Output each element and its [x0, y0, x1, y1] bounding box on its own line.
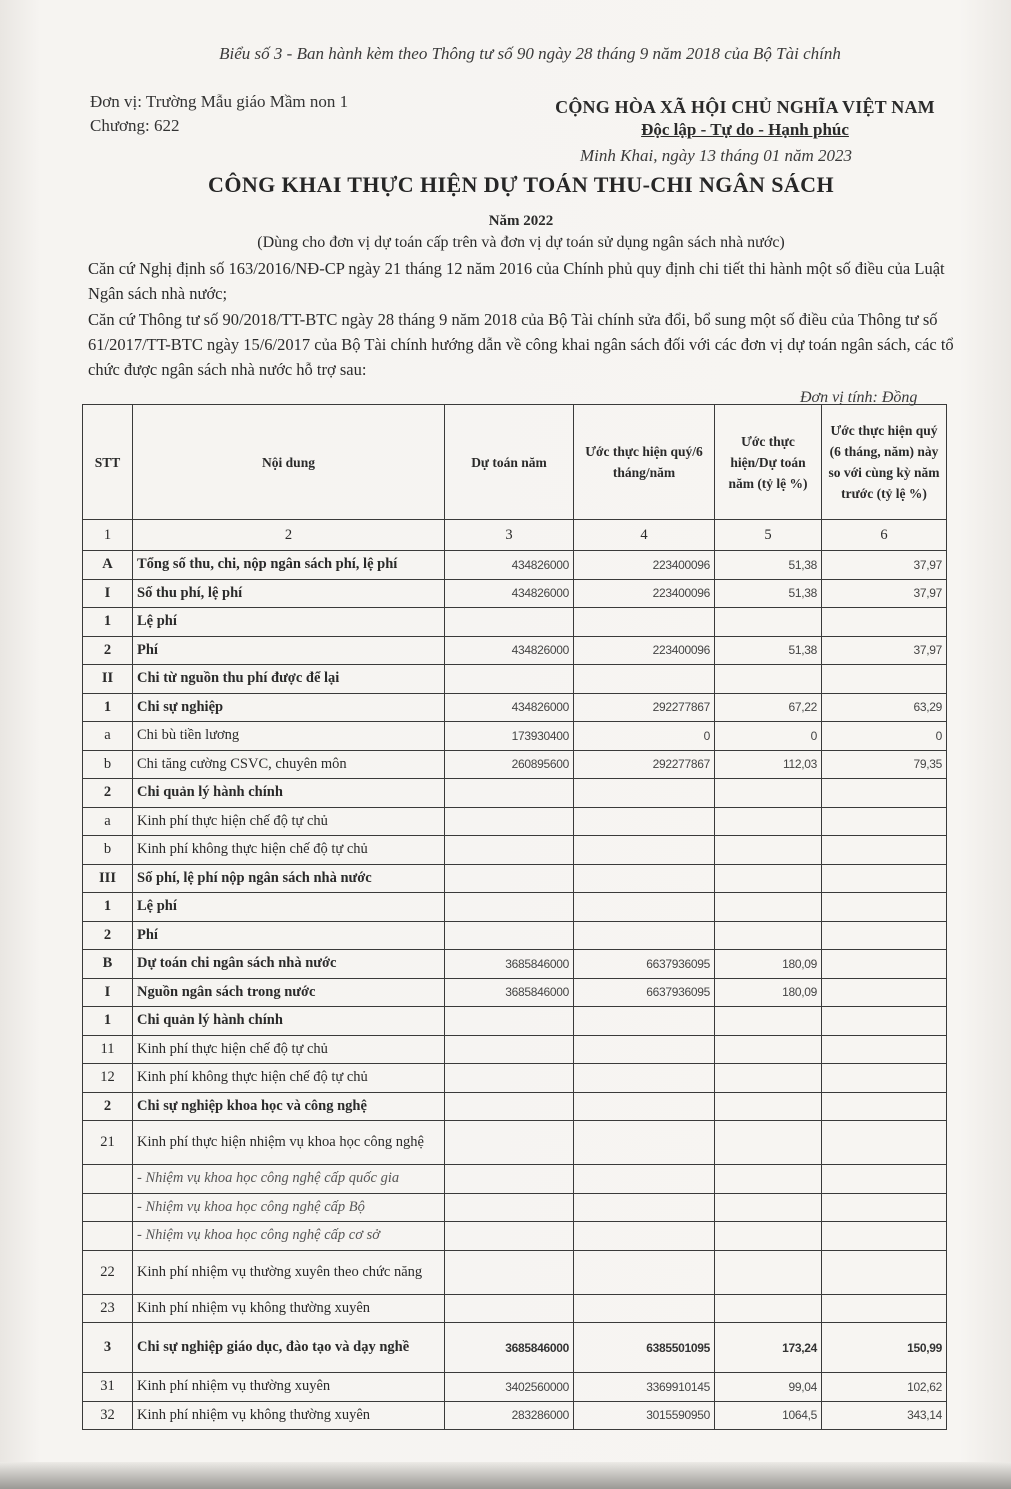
row-content: Kinh phí thực hiện chế độ tự chủ — [133, 807, 445, 836]
row-ratio-estimate: 180,09 — [715, 978, 822, 1007]
row-stt: 11 — [83, 1035, 133, 1064]
row-actual-estimate — [574, 921, 715, 950]
row-content: Chi bù tiền lương — [133, 722, 445, 751]
row-ratio-previous: 150,99 — [822, 1323, 947, 1373]
table-row — [83, 608, 947, 637]
header-actual-estimate: Ước thực hiện quý/6 tháng/năm — [574, 405, 715, 520]
row-ratio-estimate — [715, 1007, 822, 1036]
row-ratio-previous — [822, 1165, 947, 1194]
table-row — [83, 1250, 947, 1294]
table-row — [83, 1035, 947, 1064]
table-row — [83, 921, 947, 950]
table-row — [83, 1007, 947, 1036]
row-actual-estimate — [574, 1222, 715, 1251]
table-row — [83, 693, 947, 722]
row-actual-estimate: 3015590950 — [574, 1401, 715, 1430]
row-actual-estimate — [574, 1035, 715, 1064]
table-row — [83, 893, 947, 922]
row-ratio-previous: 37,97 — [822, 551, 947, 580]
row-ratio-estimate — [715, 807, 822, 836]
row-ratio-estimate: 51,38 — [715, 551, 822, 580]
row-ratio-estimate — [715, 1193, 822, 1222]
row-stt: 1 — [83, 693, 133, 722]
legal-basis-decree: Căn cứ Nghị định số 163/2016/NĐ-CP ngày 21 tháng 12 năm 2016 của Chính phủ quy định chi tiết thi hành một số điều của Luật Ngân sách nhà nước; — [88, 259, 945, 303]
row-actual-estimate — [574, 608, 715, 637]
national-motto: Độc lập - Tự do - Hạnh phúc — [641, 120, 849, 139]
row-ratio-previous: 102,62 — [822, 1373, 947, 1402]
row-content: Chi quản lý hành chính — [133, 779, 445, 808]
row-actual-estimate: 223400096 — [574, 551, 715, 580]
table-row — [83, 1165, 947, 1194]
table-row — [83, 1064, 947, 1093]
row-ratio-estimate: 173,24 — [715, 1323, 822, 1373]
row-content: Nguồn ngân sách trong nước — [133, 978, 445, 1007]
row-actual-estimate — [574, 1294, 715, 1323]
row-content: Chi tăng cường CSVC, chuyên môn — [133, 750, 445, 779]
row-stt: B — [83, 950, 133, 979]
table-row — [83, 1401, 947, 1430]
row-ratio-estimate: 112,03 — [715, 750, 822, 779]
row-ratio-previous — [822, 836, 947, 865]
table-row — [83, 551, 947, 580]
row-content: Kinh phí nhiệm vụ không thường xuyên — [133, 1401, 445, 1430]
row-ratio-previous: 37,97 — [822, 579, 947, 608]
row-ratio-previous — [822, 1222, 947, 1251]
row-ratio-estimate: 51,38 — [715, 579, 822, 608]
row-content: Phí — [133, 921, 445, 950]
row-annual-estimate — [445, 836, 574, 865]
table-row — [83, 807, 947, 836]
row-annual-estimate — [445, 1294, 574, 1323]
row-content: Lệ phí — [133, 608, 445, 637]
header-ratio-estimate: Ước thực hiện/Dự toán năm (tỷ lệ %) — [715, 405, 822, 520]
row-ratio-estimate — [715, 1035, 822, 1064]
table-header-row — [83, 405, 947, 520]
unit-of-measure: Đơn vị tính: Đồng — [800, 389, 918, 406]
row-content: Kinh phí nhiệm vụ thường xuyên — [133, 1373, 445, 1402]
row-stt: 32 — [83, 1401, 133, 1430]
row-annual-estimate: 3402560000 — [445, 1373, 574, 1402]
row-ratio-previous — [822, 1193, 947, 1222]
row-annual-estimate — [445, 1222, 574, 1251]
row-ratio-previous: 343,14 — [822, 1401, 947, 1430]
table-row — [83, 1294, 947, 1323]
row-stt: III — [83, 864, 133, 893]
row-content: Lệ phí — [133, 893, 445, 922]
header-annual-estimate: Dự toán năm — [445, 405, 574, 520]
row-content: Kinh phí nhiệm vụ không thường xuyên — [133, 1294, 445, 1323]
row-actual-estimate — [574, 779, 715, 808]
row-stt: I — [83, 579, 133, 608]
row-content: Kinh phí nhiệm vụ thường xuyên theo chức năng — [133, 1250, 445, 1294]
row-annual-estimate — [445, 1092, 574, 1121]
row-ratio-estimate — [715, 836, 822, 865]
row-ratio-previous — [822, 608, 947, 637]
row-actual-estimate: 223400096 — [574, 636, 715, 665]
col-num: 6 — [822, 520, 947, 551]
chapter-code: Chương: 622 — [90, 116, 180, 135]
table-row — [83, 864, 947, 893]
header-stt: STT — [83, 405, 133, 520]
row-stt: 2 — [83, 636, 133, 665]
row-ratio-estimate — [715, 779, 822, 808]
row-content: Kinh phí không thực hiện chế độ tự chủ — [133, 1064, 445, 1093]
row-content: Chi quản lý hành chính — [133, 1007, 445, 1036]
row-ratio-estimate — [715, 893, 822, 922]
national-header — [530, 97, 960, 140]
row-ratio-estimate: 67,22 — [715, 693, 822, 722]
row-content: Chi sự nghiệp khoa học và công nghệ — [133, 1092, 445, 1121]
row-ratio-estimate: 0 — [715, 722, 822, 751]
row-annual-estimate — [445, 1121, 574, 1165]
row-stt: b — [83, 750, 133, 779]
row-annual-estimate — [445, 1250, 574, 1294]
row-actual-estimate — [574, 1064, 715, 1093]
row-ratio-estimate — [715, 1092, 822, 1121]
row-stt — [83, 1222, 133, 1251]
report-year: Năm 2022 — [488, 213, 554, 229]
row-ratio-estimate — [715, 1294, 822, 1323]
table-row — [83, 779, 947, 808]
row-ratio-estimate — [715, 921, 822, 950]
row-annual-estimate: 260895600 — [445, 750, 574, 779]
row-stt: 23 — [83, 1294, 133, 1323]
row-annual-estimate — [445, 665, 574, 694]
row-ratio-previous — [822, 864, 947, 893]
row-stt: I — [83, 978, 133, 1007]
row-annual-estimate — [445, 1165, 574, 1194]
page-edge-shadow — [0, 1462, 1011, 1489]
issuing-unit — [90, 90, 348, 138]
column-number-row — [83, 520, 947, 551]
form-reference: Biểu số 3 - Ban hành kèm theo Thông tư số 90 ngày 28 tháng 9 năm 2018 của Bộ Tài chính — [219, 44, 841, 63]
table-row — [83, 978, 947, 1007]
table-row — [83, 636, 947, 665]
row-annual-estimate — [445, 1007, 574, 1036]
row-content: - Nhiệm vụ khoa học công nghệ cấp quốc gia — [133, 1165, 445, 1194]
row-annual-estimate — [445, 1035, 574, 1064]
row-actual-estimate: 292277867 — [574, 693, 715, 722]
row-content: Dự toán chi ngân sách nhà nước — [133, 950, 445, 979]
row-ratio-previous — [822, 921, 947, 950]
row-ratio-previous — [822, 1250, 947, 1294]
row-annual-estimate: 434826000 — [445, 693, 574, 722]
row-annual-estimate: 3685846000 — [445, 1323, 574, 1373]
row-content: Kinh phí thực hiện chế độ tự chủ — [133, 1035, 445, 1064]
row-actual-estimate: 6637936095 — [574, 978, 715, 1007]
table-row — [83, 579, 947, 608]
row-ratio-previous: 63,29 — [822, 693, 947, 722]
row-annual-estimate: 3685846000 — [445, 978, 574, 1007]
row-stt: 3 — [83, 1323, 133, 1373]
row-annual-estimate: 434826000 — [445, 579, 574, 608]
row-content: Chi sự nghiệp — [133, 693, 445, 722]
row-ratio-previous: 37,97 — [822, 636, 947, 665]
row-annual-estimate — [445, 779, 574, 808]
row-stt: 2 — [83, 921, 133, 950]
row-ratio-estimate: 1064,5 — [715, 1401, 822, 1430]
row-ratio-previous — [822, 779, 947, 808]
row-ratio-estimate — [715, 1165, 822, 1194]
row-stt: b — [83, 836, 133, 865]
row-stt: II — [83, 665, 133, 694]
row-actual-estimate — [574, 1121, 715, 1165]
col-num: 5 — [715, 520, 822, 551]
row-actual-estimate — [574, 1092, 715, 1121]
row-actual-estimate — [574, 1007, 715, 1036]
legal-basis-circular: Căn cứ Thông tư số 90/2018/TT-BTC ngày 28 tháng 9 năm 2018 của Bộ Tài chính sửa đổi, bổ sung một số điều của Thông tư số 61/2017/TT-BTC ngày 15/6/2017 của Bộ Tài chính hướng dẫn về công khai ngân sách đối với các đơn vị dự toán ngân sách, các tổ chức được ngân sách nhà nước hỗ trợ sau: — [88, 310, 954, 379]
row-actual-estimate — [574, 864, 715, 893]
table-row — [83, 836, 947, 865]
nation-title: CỘNG HÒA XÃ HỘI CHỦ NGHĨA VIỆT NAM — [555, 97, 935, 117]
row-stt: 31 — [83, 1373, 133, 1402]
row-ratio-previous: 79,35 — [822, 750, 947, 779]
row-ratio-previous — [822, 1294, 947, 1323]
row-ratio-previous — [822, 1064, 947, 1093]
row-stt: a — [83, 722, 133, 751]
row-actual-estimate: 3369910145 — [574, 1373, 715, 1402]
row-annual-estimate — [445, 608, 574, 637]
row-stt: 22 — [83, 1250, 133, 1294]
row-content: Số phí, lệ phí nộp ngân sách nhà nước — [133, 864, 445, 893]
row-actual-estimate: 6637936095 — [574, 950, 715, 979]
row-actual-estimate — [574, 836, 715, 865]
row-stt: 1 — [83, 893, 133, 922]
row-annual-estimate: 434826000 — [445, 551, 574, 580]
usage-note: (Dùng cho đơn vị dự toán cấp trên và đơn vị dự toán sử dụng ngân sách nhà nước) — [257, 234, 785, 251]
row-actual-estimate: 6385501095 — [574, 1323, 715, 1373]
row-content: Chi từ nguồn thu phí được để lại — [133, 665, 445, 694]
row-stt — [83, 1193, 133, 1222]
row-annual-estimate — [445, 864, 574, 893]
row-ratio-previous — [822, 1007, 947, 1036]
row-ratio-estimate: 51,38 — [715, 636, 822, 665]
table-row — [83, 750, 947, 779]
row-ratio-previous — [822, 893, 947, 922]
table-row — [83, 1222, 947, 1251]
row-actual-estimate — [574, 665, 715, 694]
unit-name: Đơn vị: Trường Mẫu giáo Mầm non 1 — [90, 92, 349, 111]
row-actual-estimate: 0 — [574, 722, 715, 751]
row-ratio-estimate — [715, 665, 822, 694]
row-annual-estimate — [445, 921, 574, 950]
row-stt: A — [83, 551, 133, 580]
row-ratio-estimate — [715, 1250, 822, 1294]
table-row — [83, 1121, 947, 1165]
document-title: CÔNG KHAI THỰC HIỆN DỰ TOÁN THU-CHI NGÂN SÁCH — [208, 172, 834, 197]
row-actual-estimate — [574, 1250, 715, 1294]
row-stt: a — [83, 807, 133, 836]
row-ratio-previous: 0 — [822, 722, 947, 751]
row-stt — [83, 1165, 133, 1194]
row-ratio-previous — [822, 665, 947, 694]
table-row — [83, 1092, 947, 1121]
row-annual-estimate: 173930400 — [445, 722, 574, 751]
table-row — [83, 950, 947, 979]
row-ratio-estimate — [715, 1222, 822, 1251]
row-ratio-estimate: 180,09 — [715, 950, 822, 979]
row-ratio-previous — [822, 1035, 947, 1064]
budget-table — [82, 404, 947, 1430]
row-stt: 1 — [83, 1007, 133, 1036]
row-content: Số thu phí, lệ phí — [133, 579, 445, 608]
row-annual-estimate: 3685846000 — [445, 950, 574, 979]
row-ratio-previous — [822, 807, 947, 836]
row-actual-estimate — [574, 807, 715, 836]
table-row — [83, 1373, 947, 1402]
row-actual-estimate: 292277867 — [574, 750, 715, 779]
row-actual-estimate — [574, 1165, 715, 1194]
row-stt: 12 — [83, 1064, 133, 1093]
row-stt: 2 — [83, 779, 133, 808]
table-row — [83, 722, 947, 751]
row-ratio-previous — [822, 1121, 947, 1165]
col-num: 3 — [445, 520, 574, 551]
col-num: 1 — [83, 520, 133, 551]
row-annual-estimate: 434826000 — [445, 636, 574, 665]
row-content: Tổng số thu, chi, nộp ngân sách phí, lệ phí — [133, 551, 445, 580]
row-ratio-estimate — [715, 608, 822, 637]
row-content: - Nhiệm vụ khoa học công nghệ cấp Bộ — [133, 1193, 445, 1222]
header-content: Nội dung — [133, 405, 445, 520]
table-row — [83, 665, 947, 694]
row-ratio-estimate — [715, 1064, 822, 1093]
row-annual-estimate — [445, 1193, 574, 1222]
row-actual-estimate — [574, 893, 715, 922]
row-stt: 21 — [83, 1121, 133, 1165]
row-annual-estimate — [445, 807, 574, 836]
row-content: - Nhiệm vụ khoa học công nghệ cấp cơ sở — [133, 1222, 445, 1251]
row-actual-estimate — [574, 1193, 715, 1222]
row-content: Chi sự nghiệp giáo dục, đào tạo và dạy nghề — [133, 1323, 445, 1373]
row-stt: 1 — [83, 608, 133, 637]
row-annual-estimate — [445, 1064, 574, 1093]
row-content: Kinh phí thực hiện nhiệm vụ khoa học công nghệ — [133, 1121, 445, 1165]
col-num: 2 — [133, 520, 445, 551]
row-annual-estimate: 283286000 — [445, 1401, 574, 1430]
row-ratio-estimate — [715, 864, 822, 893]
header-ratio-previous: Ước thực hiện quý (6 tháng, năm) này so với cùng kỳ năm trước (tỷ lệ %) — [822, 405, 947, 520]
row-ratio-previous — [822, 1092, 947, 1121]
row-content: Kinh phí không thực hiện chế độ tự chủ — [133, 836, 445, 865]
row-ratio-estimate: 99,04 — [715, 1373, 822, 1402]
row-content: Phí — [133, 636, 445, 665]
col-num: 4 — [574, 520, 715, 551]
table-row — [83, 1323, 947, 1373]
row-annual-estimate — [445, 893, 574, 922]
row-stt: 2 — [83, 1092, 133, 1121]
row-actual-estimate: 223400096 — [574, 579, 715, 608]
row-ratio-estimate — [715, 1121, 822, 1165]
row-ratio-previous — [822, 950, 947, 979]
table-row — [83, 1193, 947, 1222]
place-date: Minh Khai, ngày 13 tháng 01 năm 2023 — [580, 146, 852, 165]
row-ratio-previous — [822, 978, 947, 1007]
